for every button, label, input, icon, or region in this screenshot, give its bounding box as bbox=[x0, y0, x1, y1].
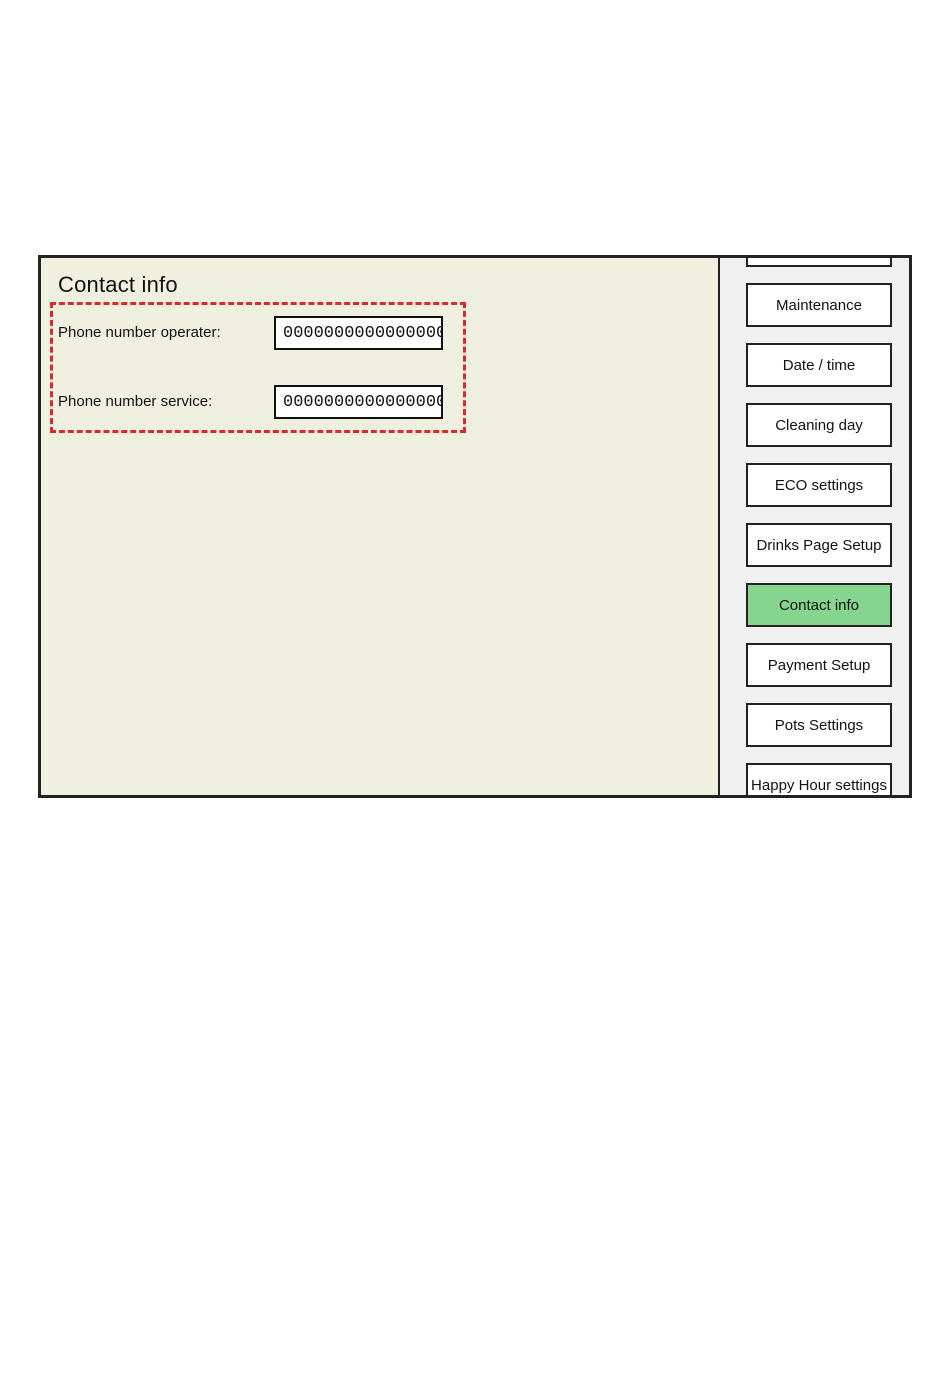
page-title: Contact info bbox=[58, 272, 178, 297]
sidebar-item-happy-hour-settings[interactable]: Happy Hour settings bbox=[746, 763, 892, 795]
sidebar-item-maintenance[interactable]: Maintenance bbox=[746, 283, 892, 327]
settings-sidebar[interactable] bbox=[718, 258, 911, 795]
sidebar-item-eco-settings[interactable]: ECO settings bbox=[746, 463, 892, 507]
settings-screen bbox=[38, 255, 912, 798]
phone-operator-input[interactable] bbox=[274, 316, 443, 350]
phone-service-input[interactable] bbox=[274, 385, 443, 419]
main-panel bbox=[41, 258, 718, 795]
sidebar-item-drinks-page-setup[interactable]: Drinks Page Setup bbox=[746, 523, 892, 567]
phone-service-label: Phone number service: bbox=[58, 393, 213, 410]
sidebar-item-contact-info[interactable]: Contact info bbox=[746, 583, 892, 627]
sidebar-item-hidden-top[interactable] bbox=[746, 258, 892, 267]
sidebar-item-pots-settings[interactable]: Pots Settings bbox=[746, 703, 892, 747]
phone-operator-label: Phone number operater: bbox=[58, 324, 221, 341]
sidebar-item-payment-setup[interactable]: Payment Setup bbox=[746, 643, 892, 687]
sidebar-item-date-time[interactable]: Date / time bbox=[746, 343, 892, 387]
sidebar-item-cleaning-day[interactable]: Cleaning day bbox=[746, 403, 892, 447]
